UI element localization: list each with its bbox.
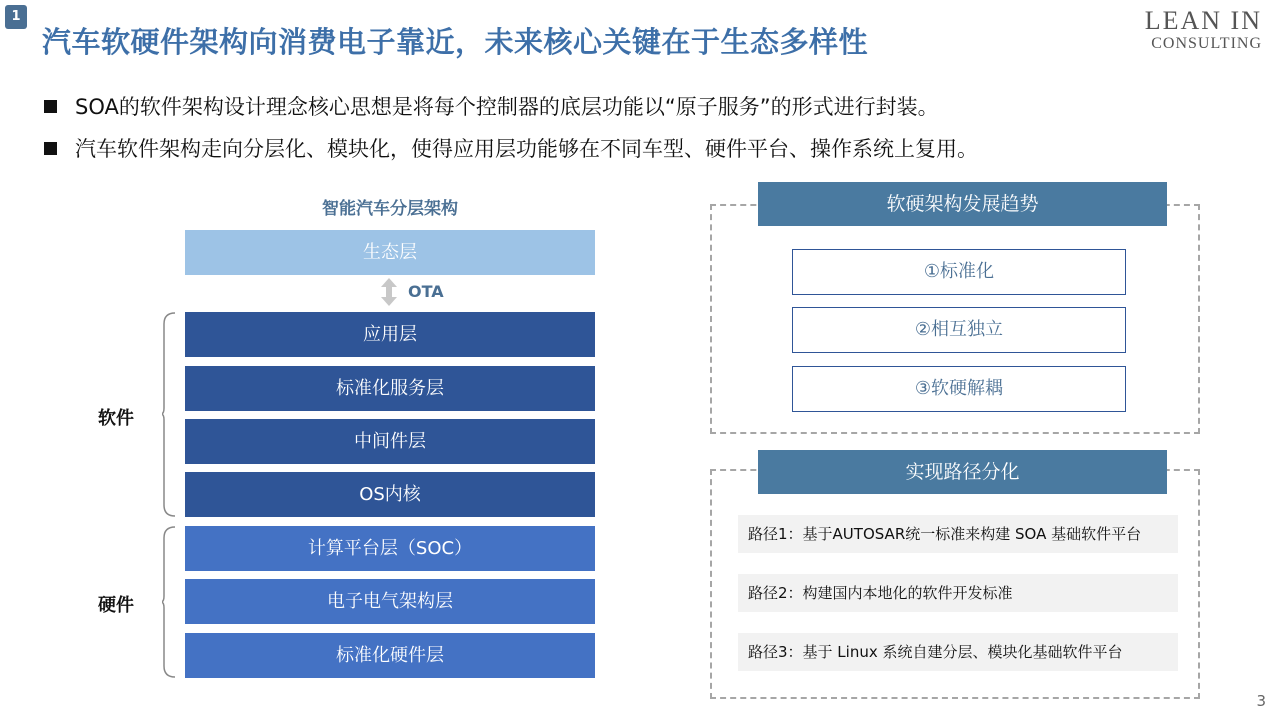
bullet-text: 汽车软件架构走向分层化、模块化，使得应用层功能够在不同车型、硬件平台、操作系统上复用。 [75, 137, 978, 161]
ota-label: OTA [408, 282, 444, 301]
trend-item-decoupling: ③软硬解耦 [792, 366, 1126, 412]
path-box-header: 实现路径分化 [758, 450, 1167, 494]
layer-ecosystem: 生态层 [185, 230, 595, 275]
trend-item-standardization: ①标准化 [792, 249, 1126, 295]
slide-title: 汽车软硬件架构向消费电子靠近，未来核心关键在于生态多样性 [42, 25, 869, 59]
layer-application: 应用层 [185, 312, 595, 357]
hardware-brace [162, 526, 176, 678]
layer-standard-hardware: 标准化硬件层 [185, 633, 595, 678]
software-brace [162, 312, 176, 517]
bullet-item [44, 133, 978, 163]
logo-line-2: CONSULTING [1151, 35, 1262, 52]
layer-compute-platform: 计算平台层（SOC） [185, 526, 595, 571]
layer-middleware: 中间件层 [185, 419, 595, 464]
layer-ee-architecture: 电子电气架构层 [185, 579, 595, 624]
diagram-title: 智能汽车分层架构 [322, 199, 458, 219]
trend-item-independence: ②相互独立 [792, 307, 1126, 353]
bullet-text: SOA的软件架构设计理念核心思想是将每个控制器的底层功能以“原子服务”的形式进行封装。 [75, 95, 939, 119]
bullet-square-icon [44, 100, 57, 113]
logo-line-1: LEAN IN [1144, 6, 1262, 35]
hardware-group-label: 硬件 [98, 595, 134, 616]
double-arrow-icon [380, 278, 398, 306]
bullet-item [44, 91, 939, 121]
company-logo [1145, 8, 1262, 52]
trend-box-header: 软硬架构发展趋势 [758, 182, 1167, 226]
path-item-1: 路径1：基于AUTOSAR统一标准来构建 SOA 基础软件平台 [738, 515, 1178, 553]
layer-standard-service: 标准化服务层 [185, 366, 595, 411]
path-item-3: 路径3：基于 Linux 系统自建分层、模块化基础软件平台 [738, 633, 1178, 671]
page-number: 3 [1256, 692, 1266, 710]
software-group-label: 软件 [98, 408, 134, 429]
path-item-2: 路径2：构建国内本地化的软件开发标准 [738, 574, 1178, 612]
bullet-square-icon [44, 142, 57, 155]
layer-os-kernel: OS内核 [185, 472, 595, 517]
slide-number-badge: 1 [5, 5, 27, 29]
